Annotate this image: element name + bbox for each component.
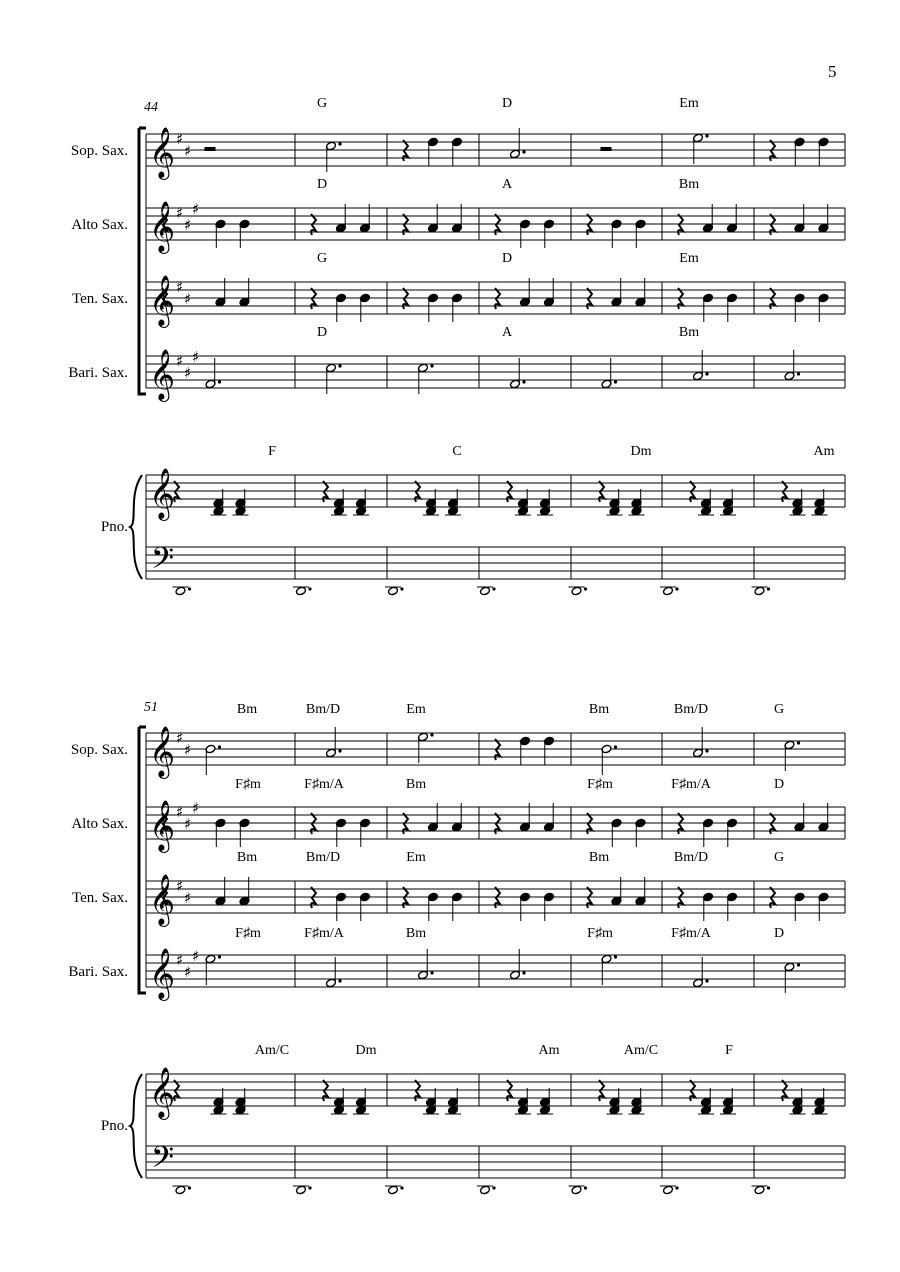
chord-symbol: Em xyxy=(679,251,699,266)
instrument-label-soprano: Sop. Sax. xyxy=(70,143,128,159)
augmentation-dot xyxy=(338,364,341,367)
instrument-label-soprano: Sop. Sax. xyxy=(70,742,128,758)
augmentation-dot xyxy=(522,150,525,153)
augmentation-dot xyxy=(522,380,525,383)
half-notehead xyxy=(662,1185,673,1195)
augmentation-dot xyxy=(492,1186,495,1189)
half-rest-icon xyxy=(205,147,216,151)
chord-symbol: Am xyxy=(813,444,835,459)
augmentation-dot xyxy=(430,364,433,367)
instrument-label-alto: Alto Sax. xyxy=(71,816,128,832)
treble-clef-icon: 𝄞 xyxy=(149,726,176,777)
chord-symbol: F xyxy=(268,444,276,459)
augmentation-dot xyxy=(675,587,678,590)
key-signature-sharp: ♯ xyxy=(184,216,192,234)
chord-symbol: G xyxy=(773,702,785,717)
augmentation-dot xyxy=(797,741,800,744)
chord-symbol: Dm xyxy=(630,444,652,459)
chord-symbol: Bm xyxy=(588,702,610,717)
chord-symbol: Bm/D xyxy=(305,702,341,717)
augmentation-dot xyxy=(584,1186,587,1189)
measure-number-system-1: 44 xyxy=(144,100,158,115)
chord-symbol: A xyxy=(501,177,513,192)
key-signature-sharp: ♯ xyxy=(176,204,184,222)
augmentation-dot xyxy=(797,963,800,966)
augmentation-dot xyxy=(218,745,221,748)
half-notehead xyxy=(754,1185,765,1195)
key-signature-sharp: ♯ xyxy=(176,803,184,821)
augmentation-dot xyxy=(338,979,341,982)
half-notehead xyxy=(571,586,582,596)
key-signature-sharp: ♯ xyxy=(184,364,192,382)
treble-clef-icon: 𝄞 xyxy=(149,275,176,326)
chord-symbol: Bm/D xyxy=(673,702,709,717)
grand-staff-brace-icon xyxy=(130,1074,142,1178)
chord-symbol: Am/C xyxy=(254,1043,290,1058)
half-notehead xyxy=(295,1185,306,1195)
augmentation-dot xyxy=(338,142,341,145)
measure-number-system-2: 51 xyxy=(144,700,158,715)
instrument-label-piano: Pno. xyxy=(100,519,128,535)
key-signature-sharp: ♯ xyxy=(176,352,184,370)
half-notehead xyxy=(295,586,306,596)
chord-symbol: Am/C xyxy=(623,1043,659,1058)
augmentation-dot xyxy=(614,380,617,383)
half-rest-icon xyxy=(601,147,612,151)
page-number: 5 xyxy=(828,62,837,81)
half-notehead xyxy=(662,586,673,596)
key-signature-sharp: ♯ xyxy=(192,947,200,965)
chord-symbol: D xyxy=(501,251,513,266)
instrument-label-tenor: Ten. Sax. xyxy=(71,291,128,307)
augmentation-dot xyxy=(797,372,800,375)
bass-clef-icon: 𝄢 xyxy=(151,542,175,583)
instrument-label-baritone: Bari. Sax. xyxy=(68,365,128,381)
augmentation-dot xyxy=(705,372,708,375)
grand-staff-brace-icon xyxy=(130,475,142,579)
chord-symbol: Bm xyxy=(678,325,700,340)
key-signature-sharp: ♯ xyxy=(184,889,192,907)
bass-clef-icon: 𝄢 xyxy=(151,1141,175,1182)
augmentation-dot xyxy=(767,1186,770,1189)
augmentation-dot xyxy=(767,587,770,590)
chord-symbol: F xyxy=(725,1043,733,1058)
treble-clef-icon: 𝄞 xyxy=(149,948,176,999)
treble-clef-icon: 𝄞 xyxy=(149,800,176,851)
chord-symbol: Bm/D xyxy=(673,850,709,865)
augmentation-dot xyxy=(430,733,433,736)
chord-symbol: C xyxy=(452,444,462,459)
chord-symbol: G xyxy=(316,251,328,266)
augmentation-dot xyxy=(492,587,495,590)
augmentation-dot xyxy=(218,380,221,383)
key-signature-sharp: ♯ xyxy=(192,348,200,366)
chord-symbol: D xyxy=(501,96,513,111)
chord-symbol: D xyxy=(773,926,785,941)
augmentation-dot xyxy=(675,1186,678,1189)
chord-symbol: Em xyxy=(406,702,426,717)
chord-symbol: F♯m xyxy=(587,926,613,941)
chord-symbol: G xyxy=(316,96,328,111)
ensemble-bracket xyxy=(139,727,146,993)
chord-symbol: Em xyxy=(679,96,699,111)
augmentation-dot xyxy=(188,1186,191,1189)
augmentation-dot xyxy=(308,587,311,590)
treble-clef-icon: 𝄞 xyxy=(149,468,176,519)
key-signature-sharp: ♯ xyxy=(184,815,192,833)
chord-symbol: D xyxy=(773,777,785,792)
chord-symbol: F♯m/A xyxy=(671,926,711,941)
half-notehead xyxy=(387,1185,398,1195)
ensemble-bracket xyxy=(139,128,146,394)
chord-symbol: F♯m/A xyxy=(304,926,344,941)
chord-symbol: Bm/D xyxy=(305,850,341,865)
key-signature-sharp: ♯ xyxy=(184,290,192,308)
augmentation-dot xyxy=(705,749,708,752)
chord-symbol: Bm xyxy=(236,702,258,717)
chord-symbol: Bm xyxy=(678,177,700,192)
augmentation-dot xyxy=(584,587,587,590)
chord-symbol: F♯m xyxy=(587,777,613,792)
augmentation-dot xyxy=(522,971,525,974)
instrument-label-baritone: Bari. Sax. xyxy=(68,964,128,980)
half-notehead xyxy=(175,1185,186,1195)
key-signature-sharp: ♯ xyxy=(176,729,184,747)
key-signature-sharp: ♯ xyxy=(176,951,184,969)
half-notehead xyxy=(175,586,186,596)
augmentation-dot xyxy=(705,134,708,137)
chord-symbol: G xyxy=(773,850,785,865)
instrument-label-tenor: Ten. Sax. xyxy=(71,890,128,906)
chord-symbol: D xyxy=(316,177,328,192)
augmentation-dot xyxy=(400,587,403,590)
augmentation-dot xyxy=(430,971,433,974)
chord-symbol: F♯m xyxy=(235,777,261,792)
half-notehead xyxy=(479,1185,490,1195)
chord-symbol: Dm xyxy=(355,1043,377,1058)
treble-clef-icon: 𝄞 xyxy=(149,127,176,178)
key-signature-sharp: ♯ xyxy=(176,130,184,148)
instrument-label-alto: Alto Sax. xyxy=(71,217,128,233)
half-notehead xyxy=(479,586,490,596)
key-signature-sharp: ♯ xyxy=(176,877,184,895)
augmentation-dot xyxy=(308,1186,311,1189)
key-signature-sharp: ♯ xyxy=(184,963,192,981)
half-notehead xyxy=(754,586,765,596)
chord-symbol: F♯m/A xyxy=(304,777,344,792)
augmentation-dot xyxy=(338,749,341,752)
instrument-label-piano: Pno. xyxy=(100,1118,128,1134)
treble-clef-icon: 𝄞 xyxy=(149,349,176,400)
half-notehead xyxy=(387,586,398,596)
chord-symbol: Bm xyxy=(405,777,427,792)
chord-symbol: F♯m/A xyxy=(671,777,711,792)
key-signature-sharp: ♯ xyxy=(184,142,192,160)
chord-symbol: Am xyxy=(538,1043,560,1058)
key-signature-sharp: ♯ xyxy=(184,741,192,759)
key-signature-sharp: ♯ xyxy=(192,200,200,218)
augmentation-dot xyxy=(188,587,191,590)
key-signature-sharp: ♯ xyxy=(192,799,200,817)
chord-symbol: A xyxy=(501,325,513,340)
augmentation-dot xyxy=(614,745,617,748)
chord-symbol: Bm xyxy=(588,850,610,865)
chord-symbol: F♯m xyxy=(235,926,261,941)
augmentation-dot xyxy=(705,979,708,982)
half-notehead xyxy=(571,1185,582,1195)
chord-symbol: Bm xyxy=(405,926,427,941)
treble-clef-icon: 𝄞 xyxy=(149,201,176,252)
chord-symbol: Bm xyxy=(236,850,258,865)
treble-clef-icon: 𝄞 xyxy=(149,1067,176,1118)
treble-clef-icon: 𝄞 xyxy=(149,874,176,925)
chord-symbol: D xyxy=(316,325,328,340)
augmentation-dot xyxy=(400,1186,403,1189)
augmentation-dot xyxy=(614,955,617,958)
key-signature-sharp: ♯ xyxy=(176,278,184,296)
chord-symbol: Em xyxy=(406,850,426,865)
augmentation-dot xyxy=(218,955,221,958)
